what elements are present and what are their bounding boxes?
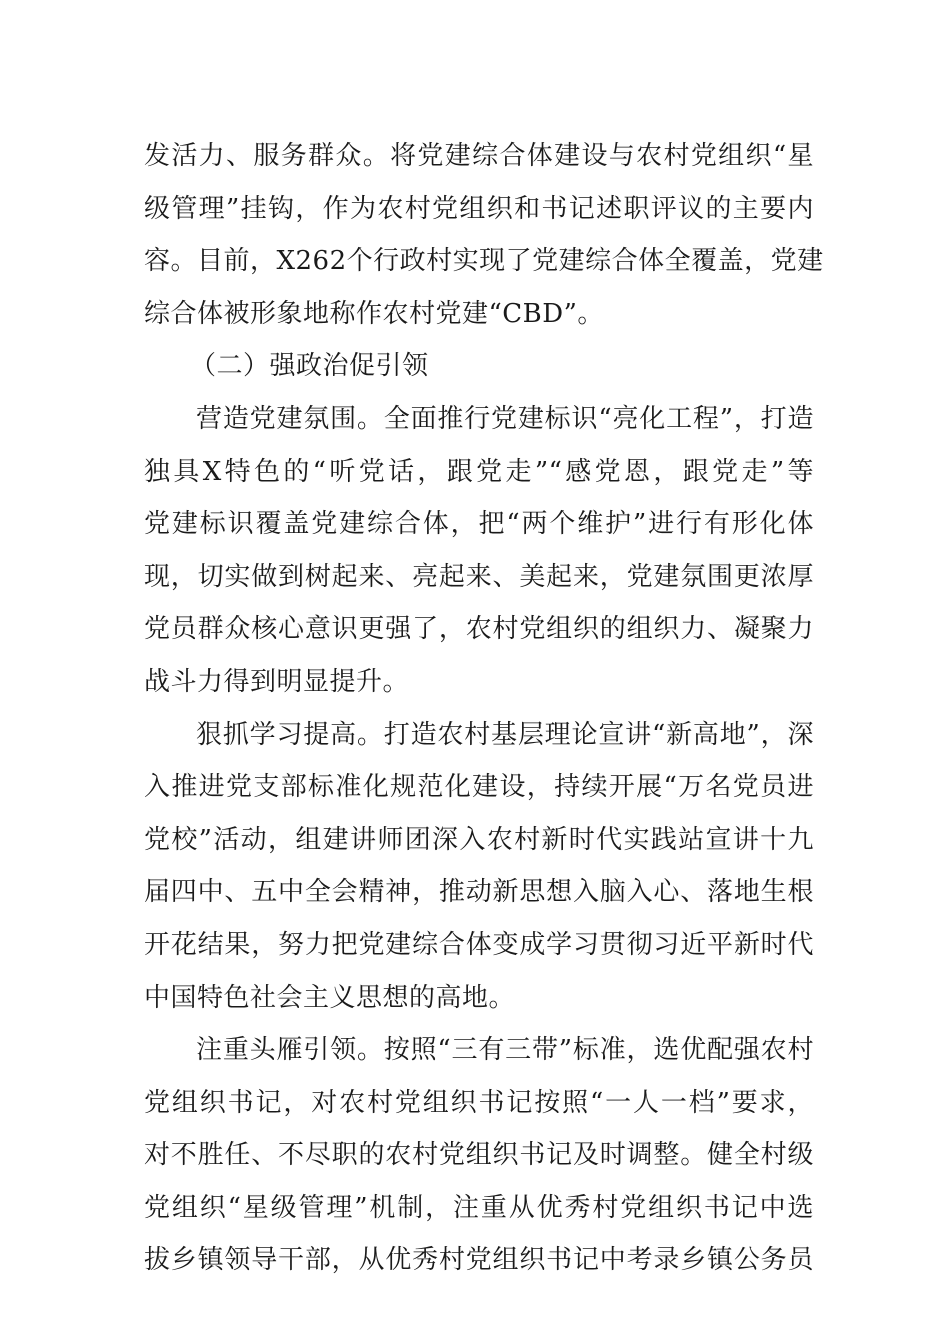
text-line: 拔乡镇领导干部，从优秀村党组织书记中考录乡镇公务员 — [144, 1245, 814, 1276]
text-line: 中国特色社会主义思想的高地。 — [144, 982, 516, 1013]
document-body — [144, 130, 824, 1287]
text-line: 届四中、五中全会精神，推动新思想入脑入心、落地生根 — [144, 877, 814, 908]
text-line: 入推进党支部标准化规范化建设，持续开展“万名党员进 — [144, 772, 814, 803]
text-line: 开花结果，努力把党建综合体变成学习贯彻习近平新时代 — [144, 929, 814, 960]
text-line: 党组织“星级管理”机制，注重从优秀村党组织书记中选 — [144, 1192, 814, 1223]
paragraph-start-line: 狠抓学习提高。打造农村基层理论宣讲“新高地”，深 — [196, 719, 814, 750]
text-line: 现，切实做到树起来、亮起来、美起来，党建氛围更浓厚 — [144, 561, 814, 592]
text-line: 党员群众核心意识更强了，农村党组织的组织力、凝聚力 — [144, 614, 814, 645]
text-line: 发活力、服务群众。将党建综合体建设与农村党组织“星 — [144, 141, 814, 171]
text-line: 对不胜任、不尽职的农村党组织书记及时调整。健全村级 — [144, 1140, 814, 1171]
paragraph-start-line: 营造党建氛围。全面推行党建标识“亮化工程”，打造 — [196, 403, 814, 434]
text-line: 党建标识覆盖党建综合体，把“两个维护”进行有形化体 — [144, 509, 814, 540]
text-line: 党校”活动，组建讲师团深入农村新时代实践站宣讲十九 — [144, 824, 814, 855]
text-line: 独具X特色的“听党话，跟党走”“感党恩，跟党走”等 — [144, 456, 814, 487]
text-line: 容。目前，X262个行政村实现了党建综合体全覆盖，党建 — [144, 246, 824, 277]
text-line: 战斗力得到明显提升。 — [144, 666, 410, 697]
text-line: 级管理”挂钩，作为农村党组织和书记述职评议的主要内 — [144, 193, 814, 224]
paragraph-start-line: 注重头雁引领。按照“三有三带”标准，选优配强农村 — [196, 1035, 814, 1066]
text-line: 党组织书记，对农村党组织书记按照“一人一档”要求， — [144, 1087, 814, 1118]
text-line: 综合体被形象地称作农村党建“CBD”。 — [144, 298, 604, 329]
section-heading: （二）强政治促引领 — [190, 351, 429, 382]
